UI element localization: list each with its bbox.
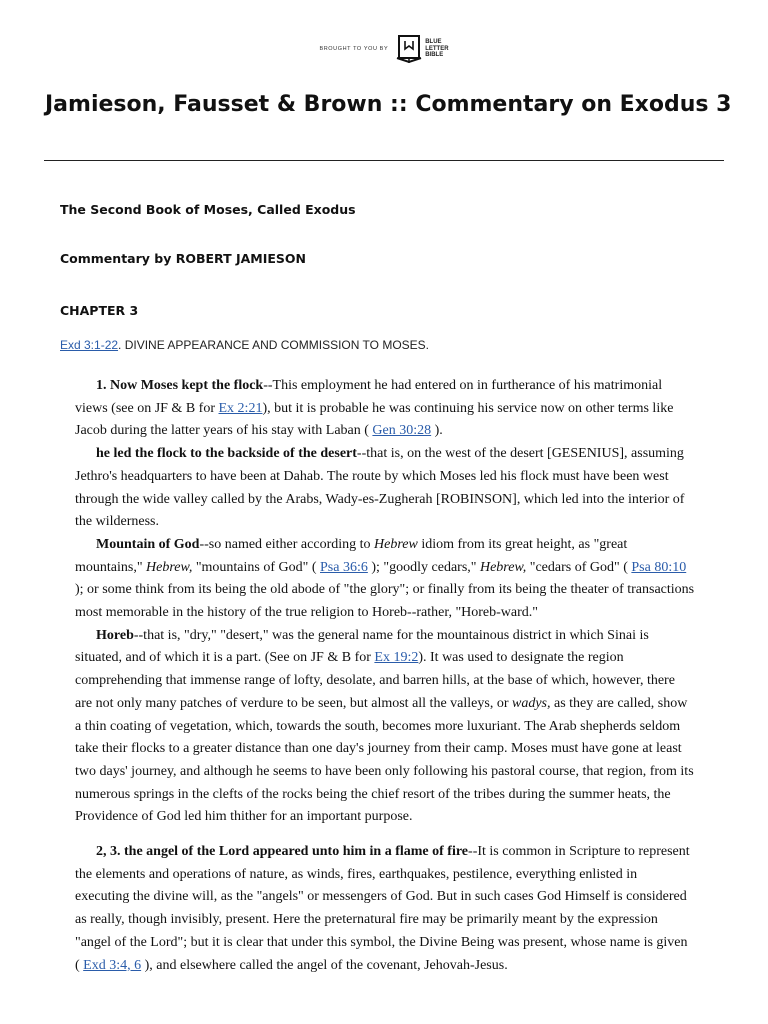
brand-name-line: BLUE bbox=[425, 39, 442, 46]
brand-banner bbox=[0, 34, 768, 64]
scripture-link[interactable]: Gen 30:28 bbox=[372, 423, 432, 439]
paragraph-text: --This employment he had entered on in furtherance of his matrimonial views (see on JF & B for bbox=[75, 378, 663, 416]
brand-name bbox=[425, 39, 448, 59]
paragraph-text: --that is, on the west of the desert [GESENIUS], assuming Jethro's headquarters to have been at Dahab. The route by which Moses led his flock must have been west through the wide valley called by the Arabs, Wady-es-Zugherah [ROBINSON], which led into the interior of the wilderness. bbox=[75, 446, 685, 530]
paragraph-text: --It is common in Scripture to represent the elements and operations of nature, as winds, fires, earthquakes, pestilence, everything enlisted in executing the divine will, as the "angels" or messengers of God. But in such cases God Himself is considered as really, though invisibly, present. Here the preternatural fire may be primarily meant by the expression "angel of the Lord"; but it is clear that under this symbol, the Divine Being was present, whose name is given ( bbox=[75, 844, 690, 973]
scripture-link[interactable]: Ex 2:21 bbox=[218, 400, 263, 416]
italic-term: wadys, bbox=[511, 695, 551, 711]
verse-lead: 1. Now Moses kept the flock bbox=[96, 378, 264, 393]
verse-lead: 2, 3. the angel of the Lord appeared unto him in a flame of fire bbox=[96, 844, 469, 860]
chapter-heading: CHAPTER 3 bbox=[60, 303, 139, 318]
title-divider bbox=[44, 160, 724, 161]
scripture-link[interactable]: Psa 80:10 bbox=[631, 559, 687, 575]
verse-lead: Horeb bbox=[96, 627, 134, 643]
brand-name-line: BIBLE bbox=[425, 52, 444, 59]
verse-lead: Mountain of God bbox=[96, 536, 200, 552]
summary-text: . DIVINE APPEARANCE AND COMMISSION TO MOSES. bbox=[118, 338, 430, 352]
commentary-paragraph bbox=[75, 443, 695, 534]
commentary-paragraph bbox=[75, 841, 695, 977]
page-title: Jamieson, Fausset & Brown :: Commentary on Exodus 3 bbox=[45, 92, 732, 117]
paragraph-text: ); or some think from its being the old abode of "the glory"; or finally from its being the theater of transactions most memorable in the history of the true religion to Horeb--rather, "Horeb-ward." bbox=[75, 582, 695, 621]
scripture-link[interactable]: Ex 19:2 bbox=[374, 650, 419, 666]
italic-term: Hebrew bbox=[374, 536, 418, 552]
book-heading: The Second Book of Moses, Called Exodus bbox=[60, 202, 356, 217]
blue-letter-bible-logo[interactable] bbox=[396, 34, 448, 64]
italic-term: Hebrew, bbox=[479, 559, 527, 575]
paragraph-text: ); "goodly cedars," bbox=[367, 559, 480, 575]
scripture-link[interactable]: Exd 3:4, 6 bbox=[83, 957, 142, 973]
paragraph-text: "mountains of God" ( bbox=[192, 559, 321, 575]
bible-book-icon bbox=[396, 34, 422, 64]
paragraph-text: --so named either according to bbox=[199, 536, 375, 552]
paragraph-text: as they are called, show a thin coating of vegetation, which, towards the south, becomes more luxuriant. The Arab shepherds seldom take their flocks to a greater distance than one day's journey from their camp. Moses must have gone at least two days' journey, and although he seems to have been only following his pastoral course, that region, from its numerous springs in the clefts of the rocks being the chief resort of the tribes during the summer heats, the Providence of God led him thither for an important purpose. bbox=[75, 695, 694, 825]
paragraph-text: ), but it is probable he was continuing his service now on other terms like Jacob during the latter years of his stay with Laban ( bbox=[75, 400, 674, 439]
verse-lead: he led the flock to the backside of the desert bbox=[96, 446, 357, 462]
italic-term: Hebrew, bbox=[146, 559, 193, 575]
summary-link[interactable]: Exd 3:1-22 bbox=[60, 338, 119, 352]
paragraph-text: ), and elsewhere called the angel of the covenant, Jehovah-Jesus. bbox=[141, 957, 508, 973]
author-heading: Commentary by ROBERT JAMIESON bbox=[60, 251, 307, 266]
paragraph-text: idiom from its great height, as "great mountains," bbox=[75, 536, 628, 575]
paragraph-text: ). It was used to designate the region comprehending that immense range of lofty, desolate, and barren hills, at the base of which, however, there are not only many patches of verdure to be seen, but almost all the valleys, or bbox=[75, 650, 675, 711]
commentary-body bbox=[75, 375, 695, 977]
paragraph-text: --that is, "dry," "desert," was the general name for the mountainous district in which Sinai is situated, and of which it is a part. (See on JF & B for bbox=[75, 627, 649, 666]
scripture-link[interactable]: Psa 36:6 bbox=[320, 559, 368, 575]
commentary-paragraph bbox=[75, 375, 695, 443]
brand-tagline: BROUGHT TO YOU BY bbox=[319, 46, 389, 52]
commentary-paragraph bbox=[75, 625, 695, 829]
paragraph-text: "cedars of God" ( bbox=[526, 559, 632, 575]
commentary-paragraph bbox=[75, 534, 695, 625]
brand-name-line: LETTER bbox=[425, 45, 449, 52]
chapter-summary bbox=[60, 338, 429, 352]
paragraph-text: ). bbox=[431, 423, 443, 439]
